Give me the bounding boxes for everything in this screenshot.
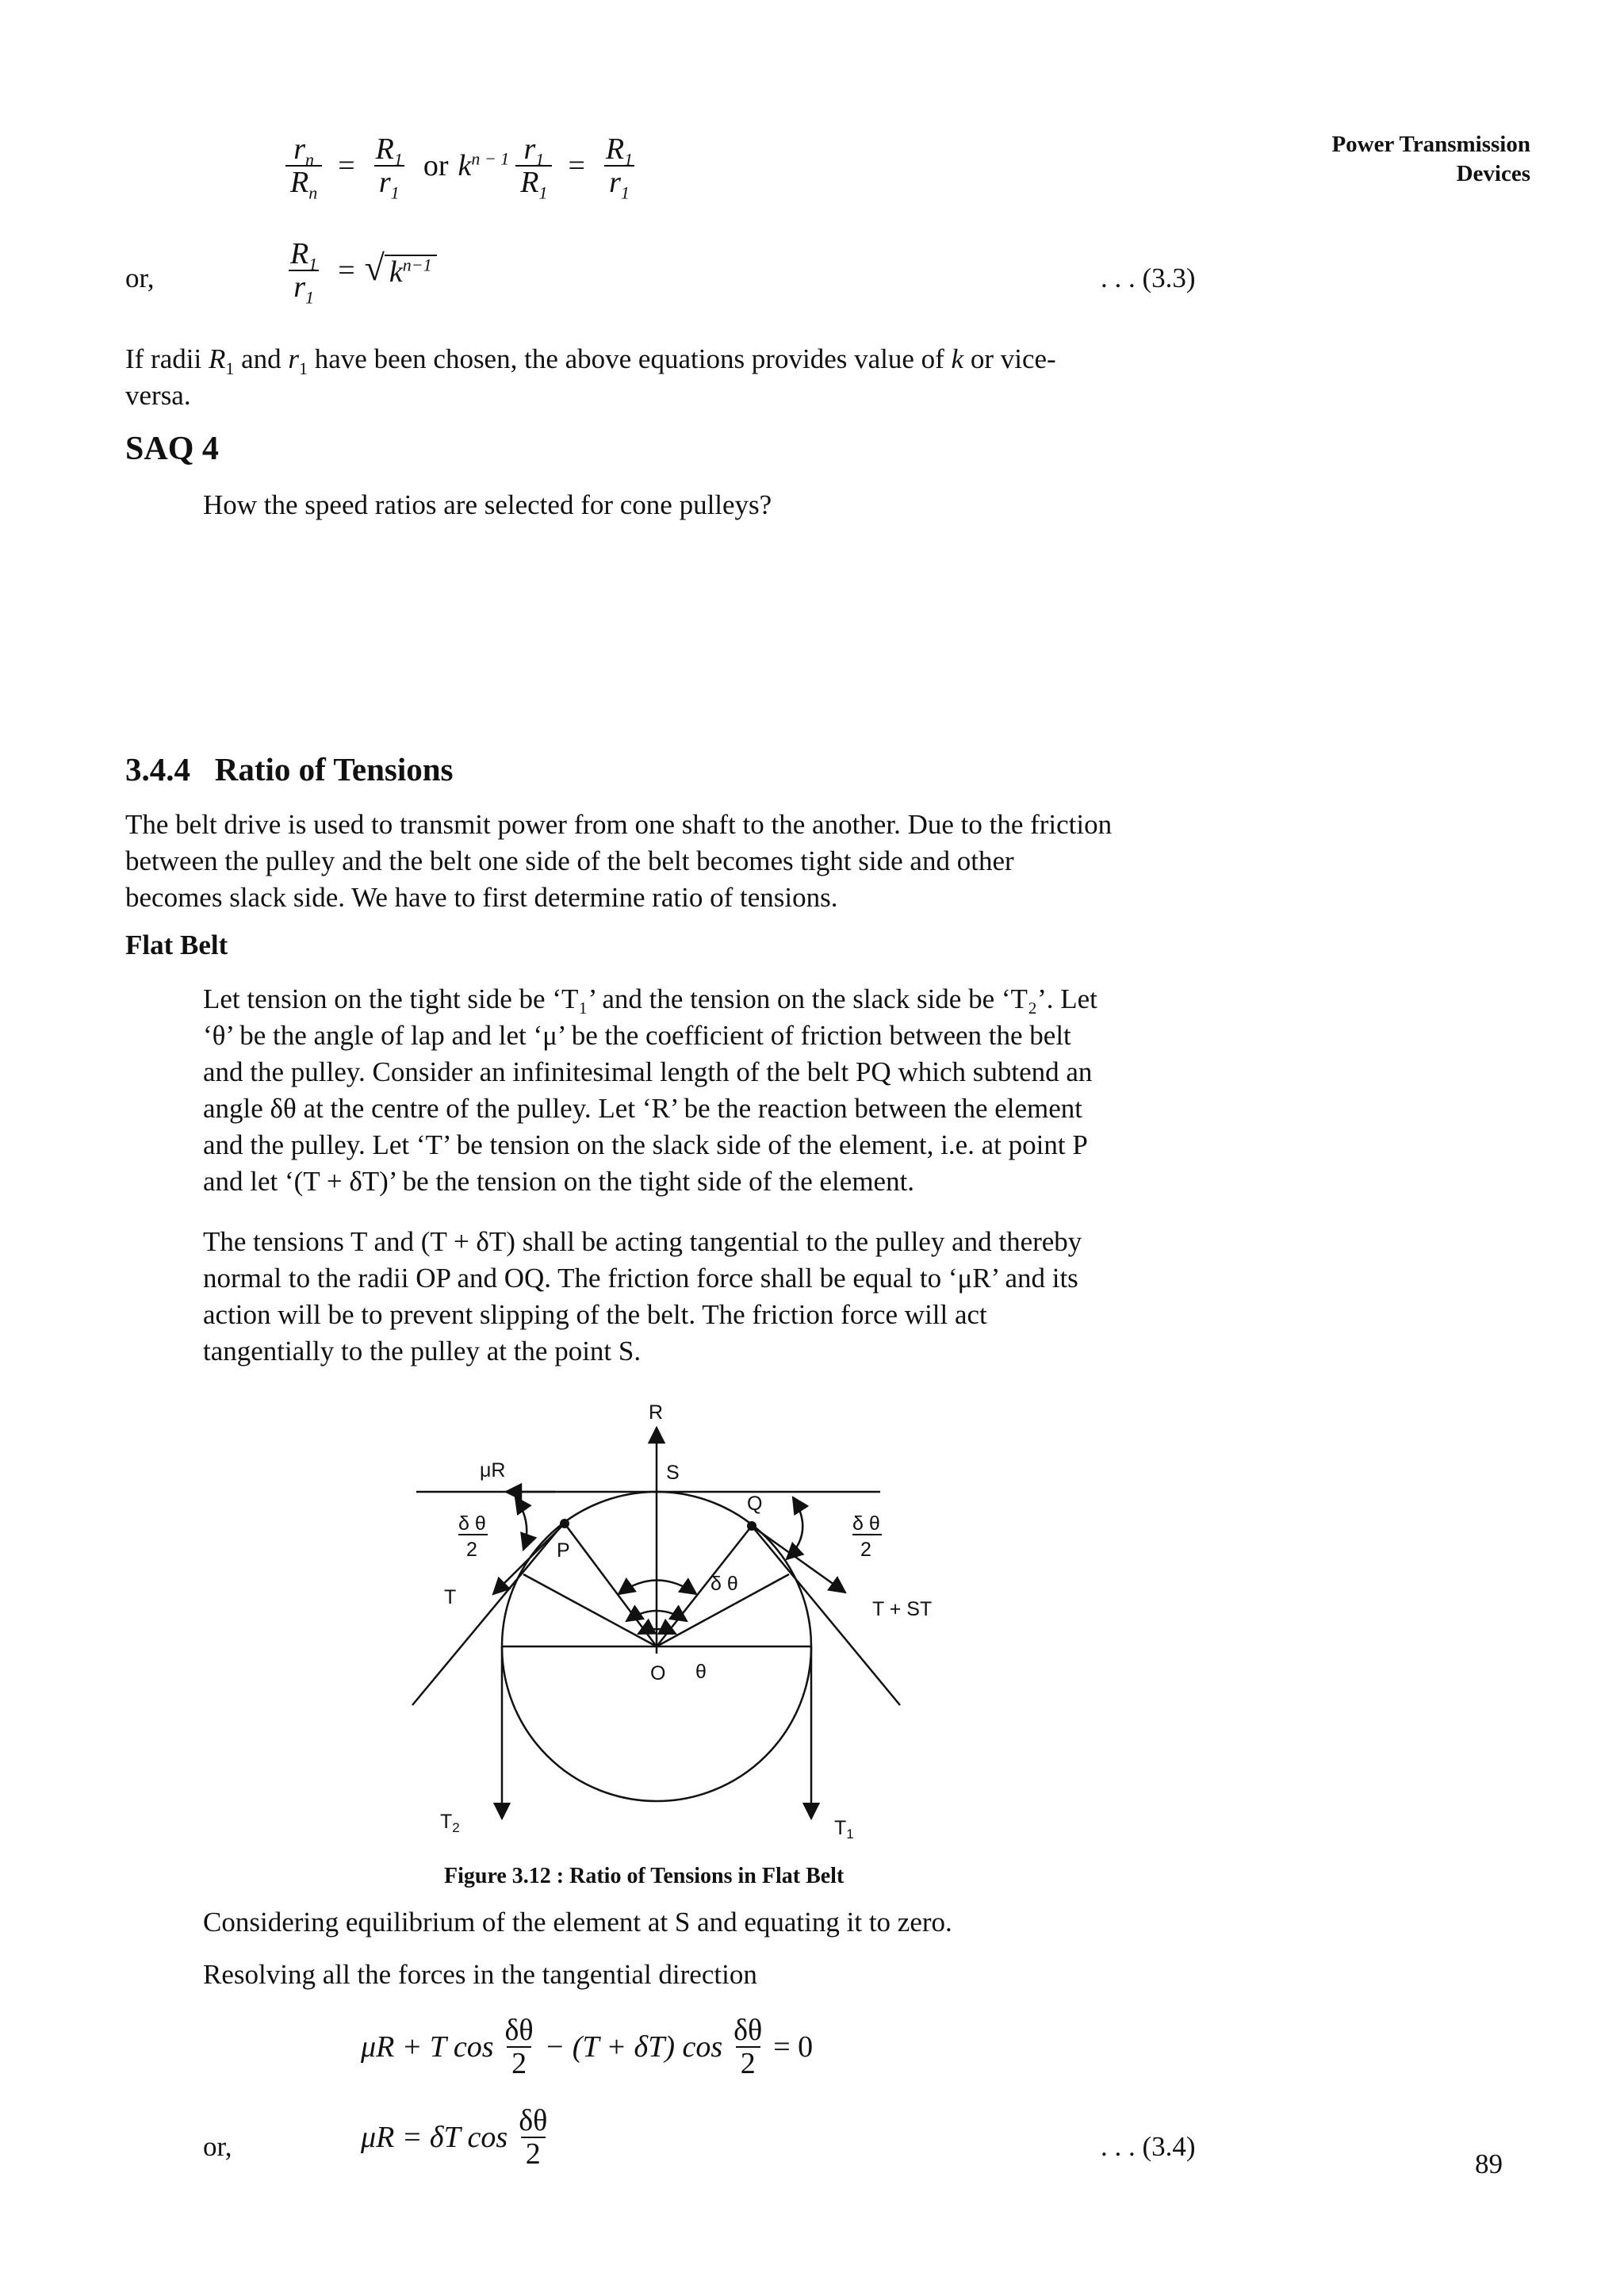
- equation-number-3-4: . . . (3.4): [1101, 2131, 1196, 2162]
- figure-caption: Figure 3.12 : Ratio of Tensions in Flat Belt: [444, 1864, 845, 1888]
- label-P: P: [557, 1539, 570, 1562]
- label-left-dtheta: δ θ: [458, 1512, 486, 1535]
- eq33-prefix: or,: [125, 263, 155, 293]
- running-header-line1: Power Transmission: [1331, 132, 1530, 157]
- label-center-dtheta: δ θ: [710, 1573, 738, 1595]
- label-T: T: [444, 1586, 457, 1608]
- point-P: [560, 1519, 569, 1528]
- equation-3-4: μR = δT cos $\frac{\delta\theta}{2}$: [361, 2104, 548, 2171]
- label-right-dtheta: δ θ: [852, 1512, 880, 1535]
- fraction-rn-Rn: $\frac{r_n}{R_n}$: [285, 133, 322, 198]
- radius-OP: [565, 1524, 657, 1646]
- equation-number-3-3: . . . (3.3): [1101, 263, 1196, 293]
- equation-3-3: $\frac{R_1}{r_1}$ = √ $k^{n-1}$: [279, 238, 437, 303]
- label-left-two: 2: [466, 1539, 477, 1561]
- label-T2: $T_2$: [440, 1811, 460, 1835]
- label-O: O: [650, 1662, 666, 1685]
- equation-radius-ratio: $\frac{r_n}{R_n}$ = $\frac{R_1}{r_1}$ or $k^{n - 1}$ $\frac{r_1}{R_1}$ = $\frac{R_1}{r_1}$: [279, 133, 644, 198]
- right-half-angle-arrow: [787, 1497, 802, 1559]
- label-T-ST: T + ST: [872, 1598, 933, 1620]
- resolving-text: Resolving all the forces in the tangential direction: [203, 1959, 757, 1990]
- label-R: R: [649, 1401, 664, 1424]
- flat-belt-heading: Flat Belt: [125, 930, 228, 960]
- fraction-R1-r1: $\frac{R_1}{r_1}$: [375, 132, 403, 203]
- square-root: √ $k^{n-1}$: [365, 253, 437, 288]
- label-muR: μR: [480, 1459, 506, 1481]
- fraction-R1-r1-eq33: $\frac{R_1}{r_1}$: [290, 237, 318, 308]
- label-S: S: [666, 1462, 680, 1484]
- page-number: 89: [1475, 2148, 1503, 2179]
- saq-question: How the speed ratios are selected for cone pulleys?: [203, 489, 772, 520]
- label-right-two: 2: [860, 1539, 871, 1561]
- label-T1: $T_1$: [834, 1817, 854, 1842]
- section-title: 3.4.4 Ratio of Tensions: [125, 751, 454, 788]
- tension-paragraph-1: Let tension on the tight side be ‘T₁’ and the tension on the slack side be ‘T₂’. Let ‘θ’ be the angle of lap and let ‘μ’ be the coefficient of friction between the belt and the pulley. Consider an infinitesimal length of the belt PQ which subtend an angle δθ at the centre of the pulley. Let ‘R’ be the reaction between the element and the pulley. Let ‘T’ be tension on the slack side of the element, i.e. at point P and let ‘(T + δT)’ be the tension on the tight side of the element.: [203, 983, 1097, 1197]
- intro-paragraph: The belt drive is used to transmit power from one shaft to the another. Due to the friction between the pulley and the belt one side of the belt becomes tight side and other becomes slack side. We have to first determine ratio of tensions.: [125, 809, 1113, 913]
- running-header-line2: Devices: [1456, 161, 1530, 186]
- tension-paragraph-2: The tensions T and (T + δT) shall be acting tangential to the pulley and thereby normal to the radii OP and OQ. The friction force shall be equal to ‘μR’ and its action will be to prevent slipping of the belt. The friction force will act tangentially to the pulley at the point S.: [203, 1226, 1082, 1366]
- point-Q: [747, 1521, 756, 1531]
- equilibrium-text: Considering equilibrium of the element at S and equating it to zero.: [203, 1907, 952, 1938]
- saq-title: SAQ 4: [125, 431, 219, 467]
- label-theta: θ: [695, 1661, 707, 1683]
- eq34-prefix: or,: [203, 2131, 232, 2162]
- tension-T-arrow: [493, 1524, 565, 1594]
- fraction-R1-r1-b: $\frac{R_1}{r_1}$: [605, 132, 634, 203]
- left-tangent-line: [412, 1526, 561, 1705]
- fraction-r1-R1: $\frac{r_1}{R_1}$: [515, 133, 552, 198]
- radii-paragraph: If radii $R_1$ and $r_1$ have been chosen, the above equations provides value of k or vice- versa.: [125, 343, 1056, 411]
- label-Q: Q: [747, 1493, 763, 1515]
- equation-tangential: μR + T cos $\frac{\delta\theta}{2}$ − (T + δT) cos $\frac{\delta\theta}{2}$ = 0: [361, 2014, 814, 2080]
- k-power: $k^{n - 1}$: [458, 148, 510, 182]
- left-half-angle-arrow: [515, 1497, 527, 1550]
